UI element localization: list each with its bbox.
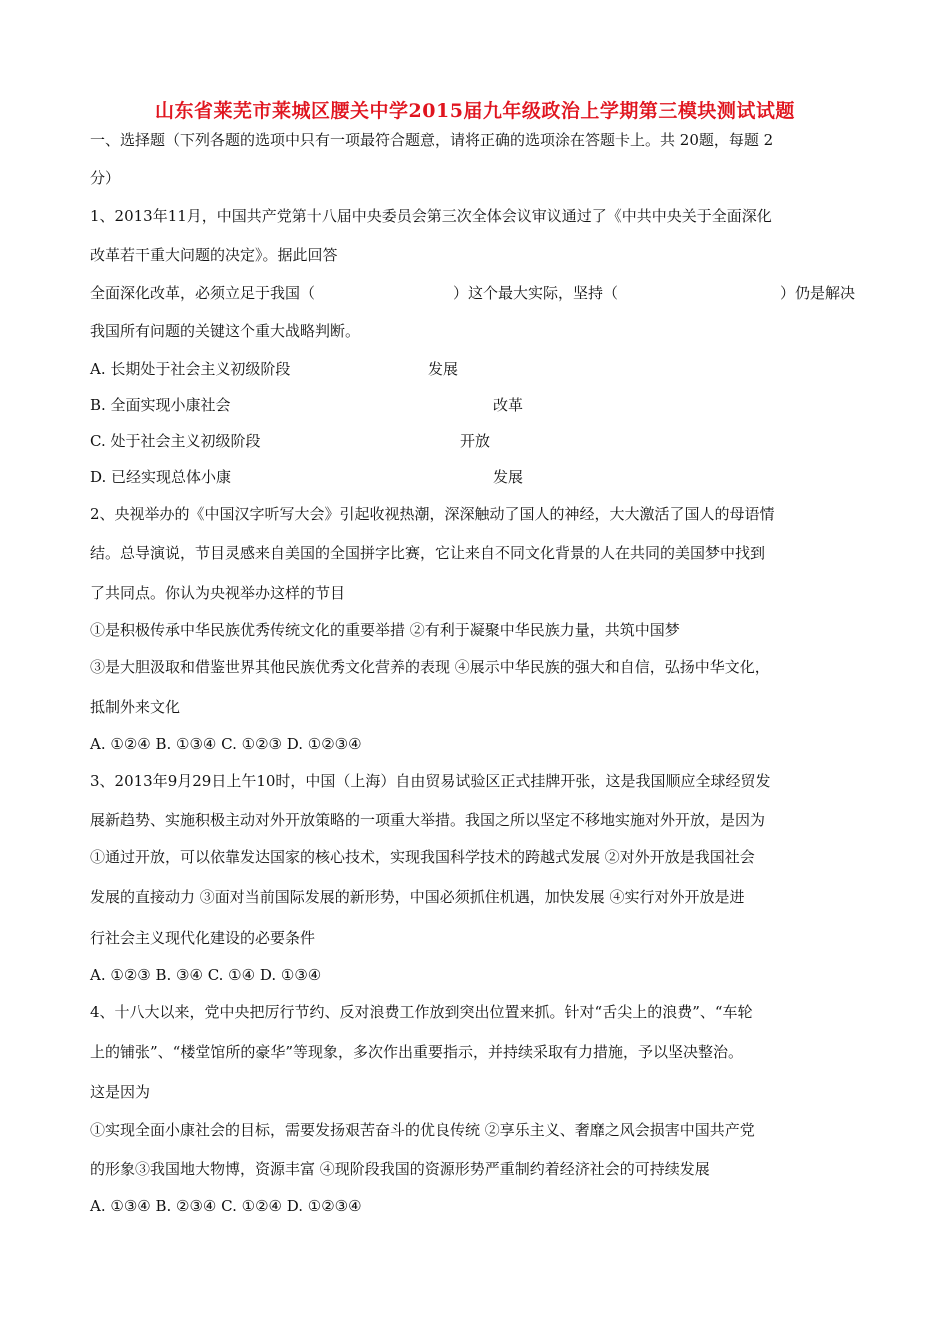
q1-option-c-answer: 开放 — [460, 432, 491, 450]
q2-statement-1-2: ①是积极传承中华民族优秀传统文化的重要举措 ②有利于凝聚中华民族力量，共筑中国梦 — [90, 621, 680, 639]
q1-stem-line-1: 1、2013年11月，中国共产党第十八届中央委员会第三次全体会议审议通过了《中共中央关于全面深化 — [90, 207, 772, 225]
q4-line-3: 这是因为 — [90, 1083, 151, 1101]
q1-stem-line-4: 我国所有问题的关键这个重大战略判断。 — [90, 322, 361, 340]
page-title: 山东省莱芜市莱城区腰关中学2015届九年级政治上学期第三模块测试试题 — [155, 100, 795, 122]
q4-statement-line-2: 的形象③我国地大物博，资源丰富 ④现阶段我国的资源形势严重制约着经济社会的可持续发展 — [90, 1160, 710, 1178]
section-instructions-line-1: 一、选择题（下列各题的选项中只有一项最符合题意，请将正确的选项涂在答题卡上。共 20题，每题 2 — [90, 131, 774, 149]
q1-option-d-answer: 发展 — [493, 468, 524, 486]
q1-option-a-answer: 发展 — [428, 360, 459, 378]
q3-line-2: 展新趋势、实施积极主动对外开放策略的一项重大举措。我国之所以坚定不移地实施对外开放，是因为 — [90, 811, 766, 829]
q2-statement-3-4: ③是大胆汲取和借鉴世界其他民族优秀文化营养的表现 ④展示中华民族的强大和自信，弘扬中华文化， — [90, 658, 770, 676]
q2-line-2: 结。总导演说，节目灵感来自美国的全国拼字比赛，它让来自不同文化背景的人在共同的美国梦中找到 — [90, 544, 766, 562]
q2-options: A. ①②④ B. ①③④ C. ①②③ D. ①②③④ — [90, 735, 362, 753]
q2-line-3: 了共同点。你认为央视举办这样的节目 — [90, 584, 346, 602]
q1-option-a: A. 长期处于社会主义初级阶段 — [90, 360, 291, 378]
q3-line-1: 3、2013年9月29日上午10时，中国（上海）自由贸易试验区正式挂牌开张，这是我国顺应全球经贸发 — [90, 772, 771, 790]
q1-blank-text-a: 全面深化改革，必须立足于我国（ — [90, 284, 316, 302]
q3-statement-line-1: ①通过开放，可以依靠发达国家的核心技术，实现我国科学技术的跨越式发展 ②对外开放是我国社会 — [90, 848, 755, 866]
q1-stem-line-2: 改革若干重大问题的决定》。据此回答 — [90, 246, 338, 264]
q1-option-b-answer: 改革 — [493, 396, 524, 414]
q3-statement-line-3: 行社会主义现代化建设的必要条件 — [90, 929, 316, 947]
q4-line-1: 4、十八大以来，党中央把厉行节约、反对浪费工作放到突出位置来抓。针对“舌尖上的浪费”、“车轮 — [90, 1003, 753, 1021]
q3-statement-line-2: 发展的直接动力 ③面对当前国际发展的新形势，中国必须抓住机遇，加快发展 ④实行对外开放是进 — [90, 888, 745, 906]
q3-options: A. ①②③ B. ③④ C. ①④ D. ①③④ — [90, 966, 322, 984]
q4-line-2: 上的铺张”、“楼堂馆所的豪华”等现象，多次作出重要指示，并持续采取有力措施，予以坚决整治。 — [90, 1043, 744, 1061]
q1-blank-text-c: ）仍是解决 — [780, 284, 856, 302]
q1-option-d: D. 已经实现总体小康 — [90, 468, 232, 486]
q2-line-1: 2、央视举办的《中国汉字听写大会》引起收视热潮，深深触动了国人的神经，大大激活了国人的母语情 — [90, 505, 775, 523]
q1-option-c: C. 处于社会主义初级阶段 — [90, 432, 261, 450]
q2-statement-4-cont: 抵制外来文化 — [90, 698, 181, 716]
q1-option-b: B. 全面实现小康社会 — [90, 396, 231, 414]
section-instructions-line-2: 分） — [90, 169, 121, 187]
q4-options: A. ①③④ B. ②③④ C. ①②④ D. ①②③④ — [90, 1197, 362, 1215]
q1-blank-text-b: ）这个最大实际，坚持（ — [453, 284, 619, 302]
q4-statement-line-1: ①实现全面小康社会的目标，需要发扬艰苦奋斗的优良传统 ②享乐主义、奢靡之风会损害中国共产党 — [90, 1121, 755, 1139]
